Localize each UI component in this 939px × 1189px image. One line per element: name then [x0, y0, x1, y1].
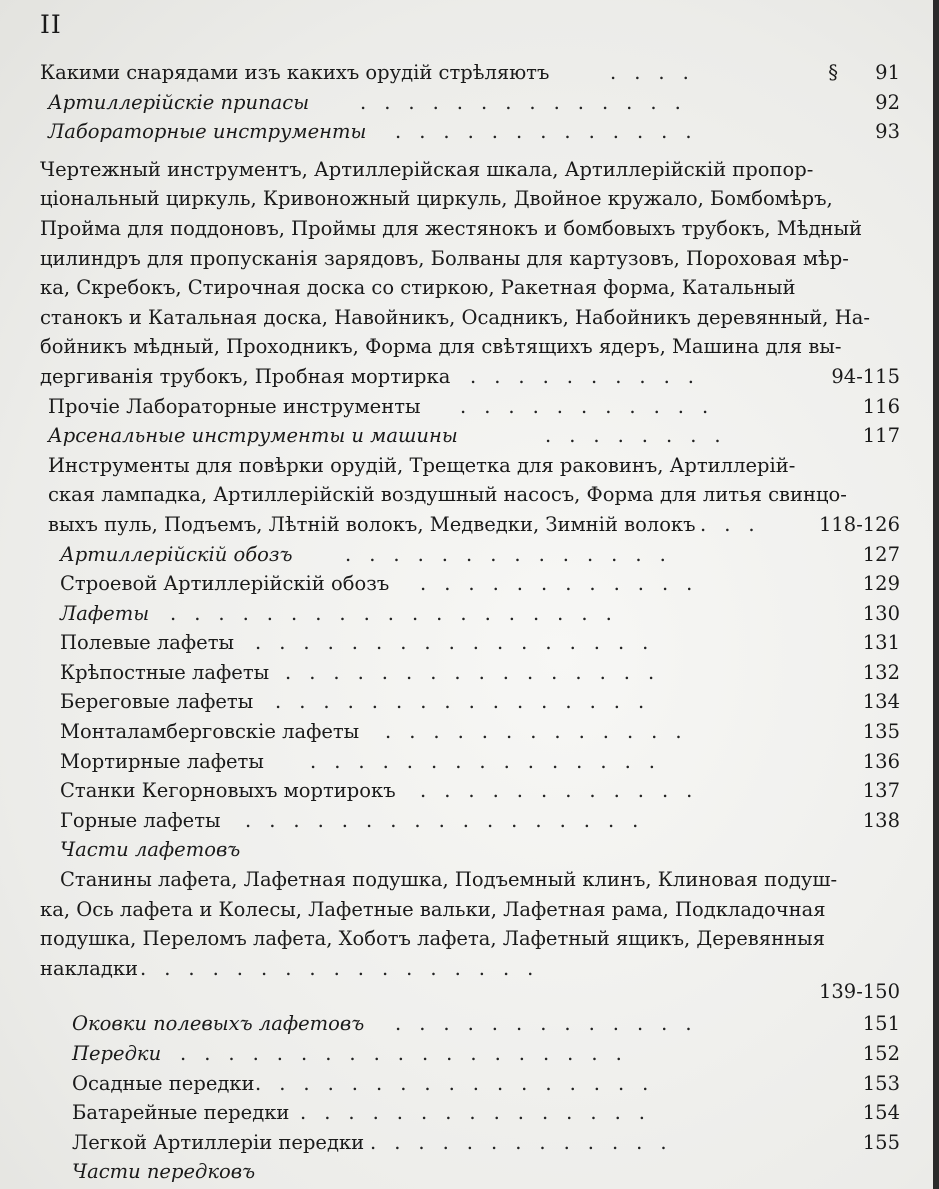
toc-entry-page: 134	[862, 690, 900, 714]
toc-entry-label: Крѣпостные лафеты	[60, 660, 270, 684]
toc-paragraph	[0, 865, 900, 954]
leader-dots: ..............	[360, 90, 699, 114]
paragraph-line: ціональный циркуль, Кривоножный циркуль, Двойное кружало, Бомбомѣръ,	[40, 187, 833, 211]
toc-entry	[0, 717, 900, 747]
toc-entry-page: 131	[862, 631, 900, 655]
paragraph-last-line: дергиванія трубокъ, Пробная мортирка	[40, 364, 451, 388]
leader-dots: .................	[140, 956, 552, 980]
toc-entry-label: Лабораторные инструменты	[48, 120, 367, 144]
page-number: II	[40, 10, 62, 39]
paragraph-line: подушка, Переломъ лафета, Хоботъ лафета, Лафетный ящикъ, Деревянныя	[40, 927, 825, 951]
toc-entry-label: Строевой Артиллерійскій обозъ	[60, 572, 390, 596]
toc-entry	[0, 362, 900, 392]
toc-entry-label: Береговые лафеты	[60, 690, 254, 714]
toc-entry-label: Монталамберговскіе лафеты	[60, 720, 360, 744]
toc-entry-page: 127	[862, 542, 900, 566]
toc-entry-page: 152	[862, 1042, 900, 1065]
toc-entry-label: Передки	[72, 1042, 162, 1065]
toc-entry-page: 93	[875, 120, 900, 144]
leader-dots: ............	[420, 779, 711, 803]
leader-dots: ...................	[170, 601, 630, 625]
paragraph-line: ка, Ось лафета и Колесы, Лафетные вальки, Лафетная рама, Подкладочная	[40, 897, 826, 921]
leader-dots: ............	[420, 572, 711, 596]
leader-dots: .................	[255, 1071, 667, 1095]
leader-dots: ................	[275, 690, 663, 714]
toc-entry	[0, 954, 900, 984]
toc-entry	[0, 980, 900, 1009]
section-sign: §	[828, 61, 838, 84]
leader-dots: ..............	[345, 542, 684, 566]
leader-dots: ...................	[180, 1042, 640, 1065]
toc-entry	[0, 540, 900, 570]
toc-entry-label: Горные лафеты	[60, 808, 221, 832]
leader-dots: .............	[395, 120, 710, 144]
toc-entry-label: Мортирные лафеты	[60, 749, 264, 773]
paragraph-line: станокъ и Катальная доска, Навойникъ, Осадникъ, Набойникъ деревянный, На-	[40, 305, 870, 329]
toc-entry-page: 139-150	[818, 980, 900, 1004]
leader-dots: ................	[285, 660, 673, 684]
paragraph-line: ка, Скребокъ, Стирочная доска со стиркою, Ракетная форма, Катальный	[40, 276, 796, 300]
toc-entry	[0, 117, 900, 147]
paragraph-line: бойникъ мѣдный, Проходникъ, Форма для свѣтящихъ ядеръ, Машина для вы-	[40, 335, 842, 359]
toc-entry-label: Прочіе Лабораторные инструменты	[48, 394, 421, 418]
paragraph-line: Инструменты для повѣрки орудій, Трещетка для раковинъ, Артиллерій-	[48, 453, 796, 477]
leader-dots: ..........	[470, 364, 712, 388]
toc-entry-page: 117	[862, 424, 900, 448]
leader-dots: ...............	[300, 1101, 663, 1125]
toc-entry-page: 135	[862, 720, 900, 744]
toc-entry-page: 91	[875, 61, 900, 84]
toc-entry	[0, 658, 900, 688]
leader-dots: ...........	[460, 394, 727, 418]
leader-dots: .................	[245, 808, 657, 832]
toc-entry-page: 136	[862, 749, 900, 773]
toc-entry-label: Арсенальные инструменты и машины	[48, 424, 458, 448]
toc-entry	[0, 835, 900, 865]
toc-entry	[0, 806, 900, 836]
leader-dots: ...............	[310, 749, 673, 773]
toc-entry	[0, 569, 900, 599]
toc-entry	[0, 1039, 900, 1069]
toc-entry	[0, 58, 900, 88]
toc-entry-label: Оковки полевыхъ лафетовъ	[72, 1012, 365, 1036]
toc-entry-label: Артиллерійскіе припасы	[48, 90, 310, 114]
toc-entry-label: Батарейные передки	[72, 1101, 290, 1125]
toc-entry	[0, 776, 900, 806]
table-of-contents	[0, 58, 900, 1187]
toc-entry-page: 151	[862, 1012, 900, 1036]
toc-entry-page: 130	[862, 601, 900, 625]
toc-entry	[0, 747, 900, 777]
toc-entry-page: 116	[862, 394, 900, 418]
toc-entry-label: Полевые лафеты	[60, 631, 235, 655]
toc-entry-label: Станки Кегорновыхъ мортирокъ	[60, 779, 396, 803]
toc-entry-page: 129	[862, 572, 900, 596]
paragraph-line: Чертежный инструментъ, Артиллерійская шкала, Артиллерійскій пропор-	[40, 157, 814, 181]
toc-entry	[0, 1009, 900, 1039]
toc-entry-page: 137	[862, 779, 900, 803]
toc-entry-label: Осадные передки	[72, 1071, 255, 1095]
toc-entry	[0, 599, 900, 629]
toc-entry-page: 154	[862, 1101, 900, 1125]
toc-entry-page: 92	[875, 90, 900, 114]
toc-entry	[0, 1157, 900, 1187]
toc-entry	[0, 392, 900, 422]
toc-entry-label: Части лафетовъ	[60, 838, 241, 862]
paragraph-line: Пройма для поддоновъ, Проймы для жестянокъ и бомбовыхъ трубокъ, Мѣдный	[40, 216, 863, 240]
toc-entry-label: Какими снарядами изъ какихъ орудій стрѣляютъ	[40, 61, 550, 84]
toc-entry-page: 155	[862, 1130, 900, 1154]
paragraph-line: Станины лафета, Лафетная подушка, Подъемный клинъ, Клиновая подуш-	[60, 868, 838, 892]
toc-entry-page: 132	[862, 660, 900, 684]
paragraph-last-line: накладки	[40, 956, 139, 980]
leader-dots: .............	[385, 720, 700, 744]
leader-dots: ...	[700, 512, 773, 536]
toc-entry	[0, 88, 900, 118]
toc-entry-label: Части передковъ	[72, 1160, 256, 1184]
toc-entry	[0, 421, 900, 451]
toc-entry	[0, 1128, 900, 1158]
leader-dots: ........	[545, 424, 739, 448]
leader-dots: .............	[395, 1012, 710, 1036]
toc-entry	[0, 628, 900, 658]
paragraph-line: ская лампадка, Артиллерійскій воздушный насосъ, Форма для литья свинцо-	[48, 483, 847, 507]
toc-paragraph	[0, 155, 900, 362]
paragraph-last-line: выхъ пуль, Подъемъ, Лѣтній волокъ, Медведки, Зимній волокъ	[48, 512, 696, 536]
toc-entry-page: 94-115	[831, 364, 900, 388]
toc-entry	[0, 1098, 900, 1128]
toc-entry	[0, 687, 900, 717]
toc-entry-label: Артиллерійскій обозъ	[60, 542, 293, 566]
leader-dots: .............	[370, 1130, 685, 1154]
toc-entry	[0, 1069, 900, 1099]
leader-dots: .................	[255, 631, 667, 655]
toc-entry-page: 138	[862, 808, 900, 832]
toc-entry	[0, 510, 900, 540]
toc-entry-label: Легкой Артиллеріи передки	[72, 1130, 365, 1154]
toc-entry-label: Лафеты	[60, 601, 150, 625]
paragraph-line: цилиндръ для пропусканія зарядовъ, Болваны для картузовъ, Пороховая мѣр-	[40, 246, 849, 270]
toc-entry-page: 118-126	[818, 512, 900, 536]
leader-dots: ....	[610, 61, 707, 84]
toc-entry-page: 153	[862, 1071, 900, 1095]
toc-paragraph	[0, 451, 900, 510]
